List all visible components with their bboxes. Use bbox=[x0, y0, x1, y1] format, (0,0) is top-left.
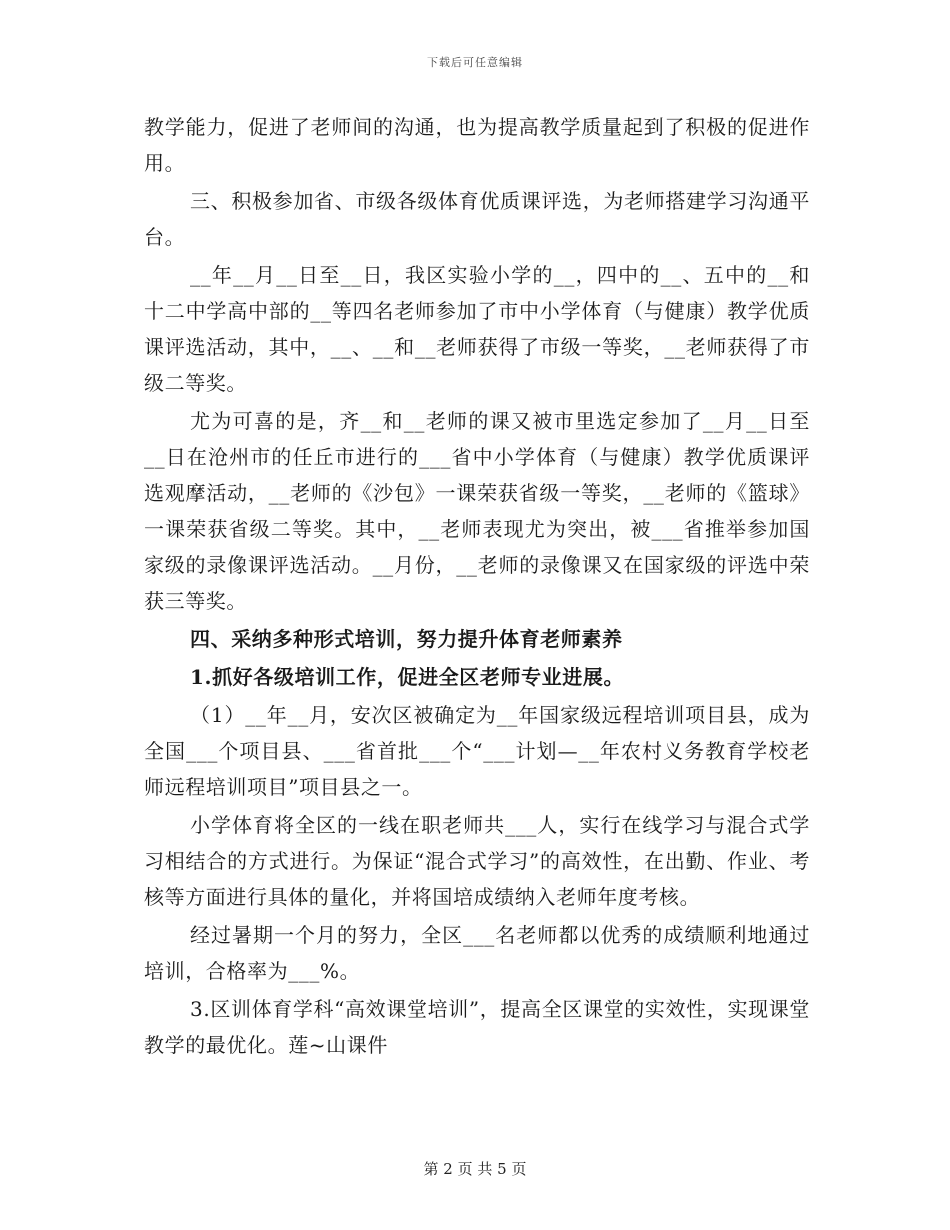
page-footer: 第 2 页 共 5 页 bbox=[423, 1160, 527, 1178]
document-body bbox=[144, 109, 810, 1063]
paragraph-8: 小学体育将全区的一线在职老师共___人，实行在线学习与混合式学习相结合的方式进行。为保证“混合式学习”的高效性，在出勤、作业、考核等方面进行具体的量化，并将国培成绩纳入老师年度考核。 bbox=[144, 813, 810, 909]
paragraph-9: 经过暑期一个月的努力，全区___名老师都以优秀的成绩顺利地通过培训，合格率为___%。 bbox=[144, 923, 810, 983]
section-heading-3: 三、积极参加省、市级各级体育优质课评选，为老师搭建学习沟通平台。 bbox=[144, 189, 810, 249]
page-header: 下载后可任意编辑 bbox=[427, 56, 523, 69]
paragraph-3: __年__月__日至__日，我区实验小学的__，四中的__、五中的__和十二中学高中部的__等四名老师参加了市中小学体育（与健康）教学优质课评选活动，其中，__、__和__老师获得了市级一等奖，__老师获得了市级二等奖。 bbox=[144, 263, 810, 395]
paragraph-1: 教学能力，促进了老师间的沟通，也为提高教学质量起到了积极的促进作用。 bbox=[144, 115, 810, 175]
subsection-heading-1: 1.抓好各级培训工作，促进全区老师专业进展。 bbox=[190, 665, 625, 689]
paragraph-4: 尤为可喜的是，齐__和__老师的课又被市里选定参加了__月__日至__日在沧州市的任丘市进行的___省中小学体育（与健康）教学优质课评选观摩活动，__老师的《沙包》一课荣获省级一等奖，__老师的《篮球》一课荣获省级二等奖。其中，__老师表现尤为突出，被___省推举参加国家级的录像课评选活动。__月份，__老师的录像课又在国家级的评选中荣获三等奖。 bbox=[144, 409, 810, 613]
paragraph-10: 3.区训体育学科“高效课堂培训”，提高全区课堂的实效性，实现课堂教学的最优化。莲~山课件 bbox=[144, 997, 810, 1057]
paragraph-7: （1）__年__月，安次区被确定为__年国家级远程培训项目县，成为全国___个项目县、___省首批___个“___计划—__年农村义务教育学校老师远程培训项目”项目县之一。 bbox=[144, 703, 810, 799]
section-heading-4: 四、采纳多种形式培训，努力提升体育老师素养 bbox=[190, 627, 623, 651]
